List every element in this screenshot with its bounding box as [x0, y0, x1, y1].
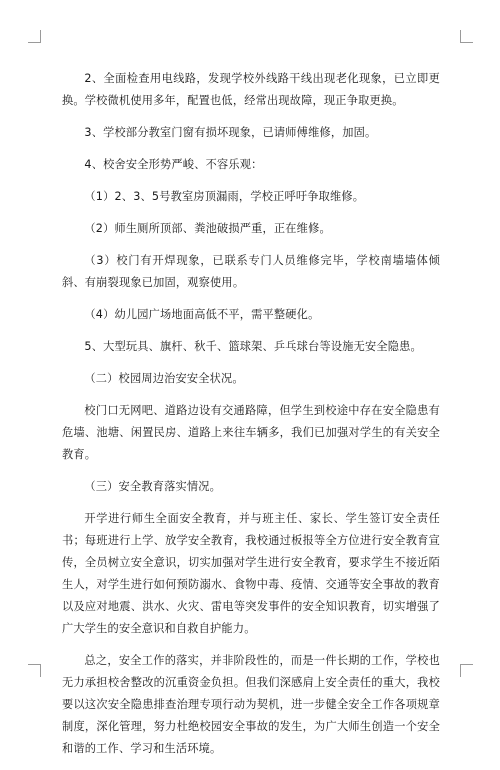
paragraph-doors-windows: 3、学校部分教室门窗有损坏现象，已请师傅维修，加固。: [84, 126, 377, 139]
paragraph-building-safety: 4、校舍安全形势严峻、不容乐观：: [84, 158, 263, 171]
paragraph-school-gate: （3）校门有开焊现象，已联系专门人员维修完毕，学校南墙墙体倾斜、有崩裂现象已加固，观察使用。: [62, 254, 440, 289]
paragraph-kindergarten-yard: （4）幼儿园广场地面高低不平，需平整硬化。: [84, 308, 320, 321]
crop-mark-top-right: [460, 30, 473, 43]
heading-safety-education: （三）安全教育落实情况。: [84, 480, 222, 493]
crop-mark-bottom-right: [460, 664, 473, 677]
heading-surroundings: （二）校园周边治安安全状况。: [84, 372, 244, 385]
paragraph-safety-education: 开学进行师生全面安全教育，并与班主任、家长、学生签订安全责任书；每班进行上学、放学安全教育，我校通过板报等全方位进行安全教育宣传，全员树立安全意识，切实加强对学生进行安全教育，要求学生不接近陌生人，对学生进行如何预防溺水、食物中毒、疫情、交通等安全事故的教育以及应对地震、洪水、火灾、雷电等突发事件的安全知识教育，切实增强了广大学生的安全意识和自救自护能力。: [62, 512, 440, 635]
crop-mark-top-left: [28, 30, 41, 43]
paragraph-facilities: 5、大型玩具、旗杆、秋千、篮球架、乒乓球台等设施无安全隐患。: [84, 340, 422, 353]
paragraph-wiring-check: 2、全面检查用电线路，发现学校外线路干线出现老化现象，已立即更换。学校微机使用多年，配置也低，经常出现故障，现正争取更换。: [62, 72, 440, 107]
paragraph-surroundings: 校门口无网吧、道路边设有交通路障，但学生到校途中存在安全隐患有危墙、池塘、闲置民房、道路上来往车辆多，我们已加强对学生的有关安全教育。: [62, 404, 440, 461]
paragraph-toilets: （2）师生厕所顶部、粪池破损严重，正在维修。: [84, 222, 331, 235]
document-body: [62, 68, 440, 770]
paragraph-roof-leak: （1）2、3、5号教室房顶漏雨，学校正呼吁争取维修。: [84, 190, 365, 203]
paragraph-conclusion: 总之，安全工作的落实，并非阶段性的，而是一件长期的工作，学校也无力承担校舍整改的沉重资金负担。但我们深感肩上安全责任的重大，我校要以这次安全隐患排查治理专项行动为契机，进一步健全安全工作各项规章制度，深化管理，努力杜绝校园安全事故的发生，为广大师生创造一个安全和谐的工作、学习和生活环境。: [62, 654, 440, 755]
crop-mark-bottom-left: [28, 664, 41, 677]
